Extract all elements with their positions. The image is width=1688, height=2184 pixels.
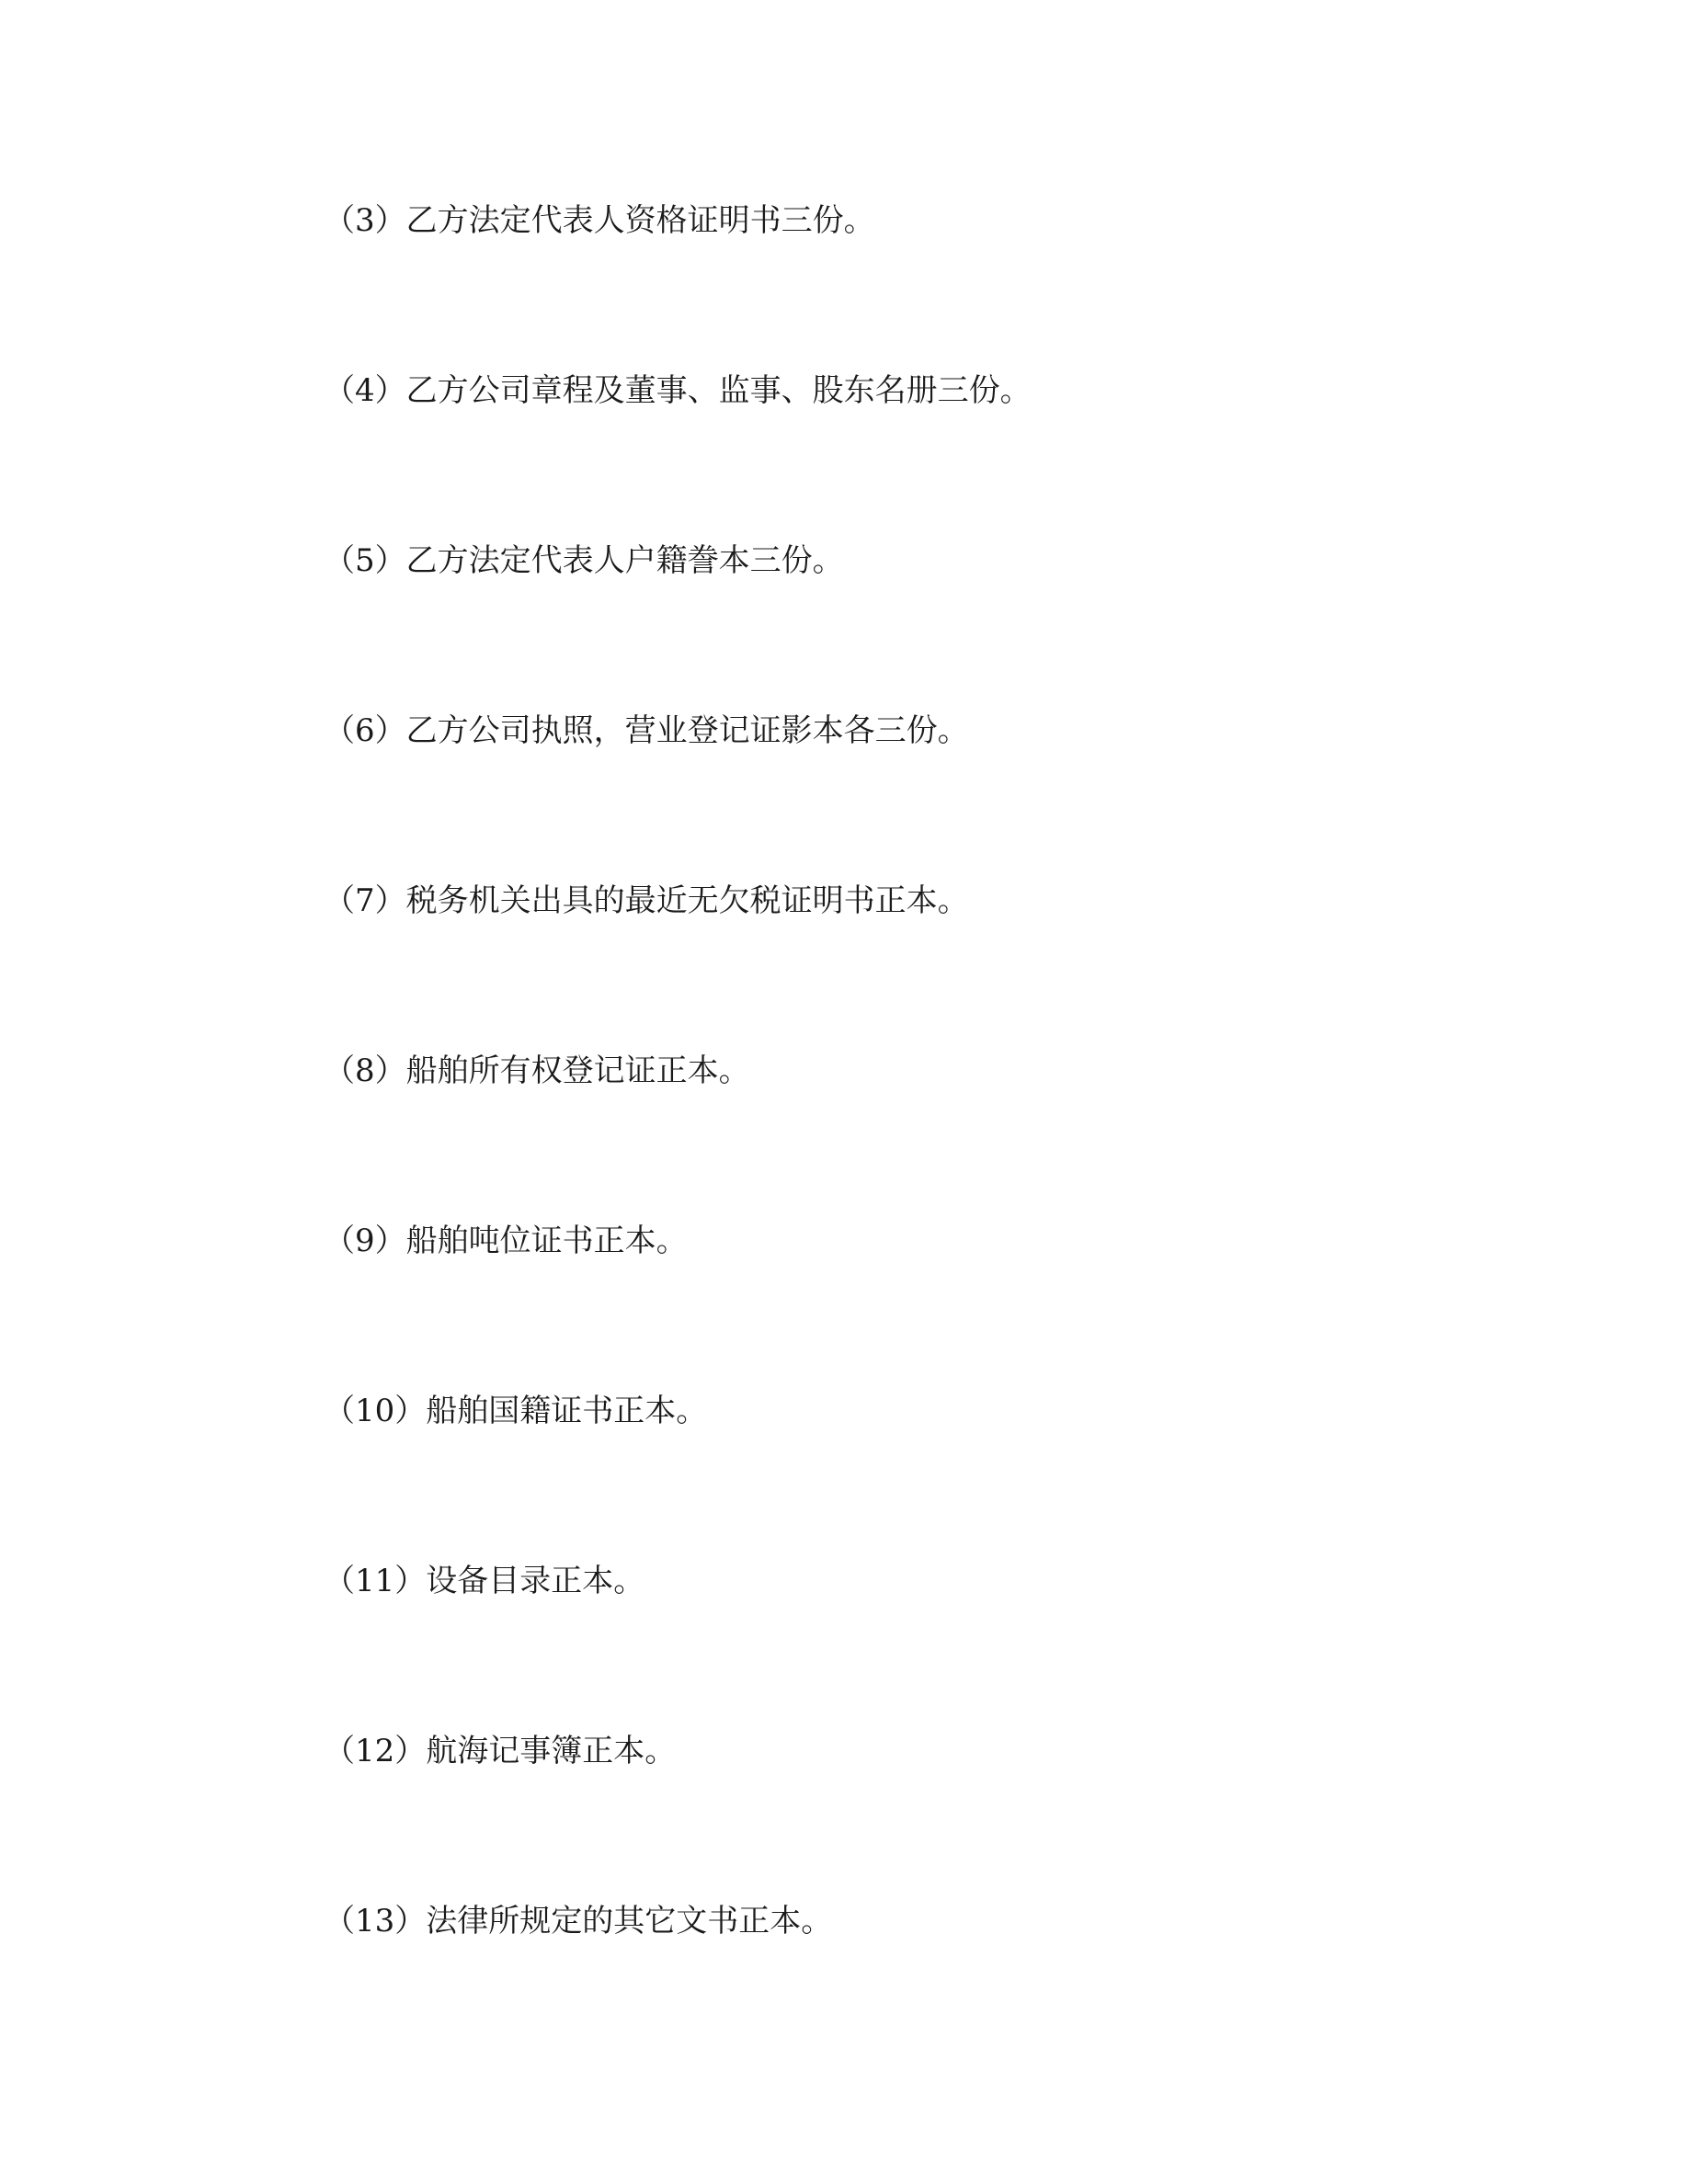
- list-item: （6）乙方公司执照，营业登记证影本各三份。: [324, 712, 969, 749]
- list-item: （13）法律所规定的其它文书正本。: [324, 1903, 833, 1939]
- list-item: （9）船舶吨位证书正本。: [324, 1223, 688, 1259]
- list-item: （8）船舶所有权登记证正本。: [324, 1052, 750, 1089]
- list-item: （11）设备目录正本。: [324, 1563, 645, 1599]
- list-item: （12）航海记事簿正本。: [324, 1733, 677, 1769]
- list-item: （5）乙方法定代表人户籍誊本三份。: [324, 542, 844, 579]
- list-item: （10）船舶国籍证书正本。: [324, 1393, 708, 1429]
- document-list: [324, 193, 1519, 2064]
- list-item: （7）税务机关出具的最近无欠税证明书正本。: [324, 882, 969, 919]
- list-item: （4）乙方公司章程及董事、监事、股东名册三份。: [324, 372, 1032, 409]
- list-item: （3）乙方法定代表人资格证明书三份。: [324, 202, 875, 239]
